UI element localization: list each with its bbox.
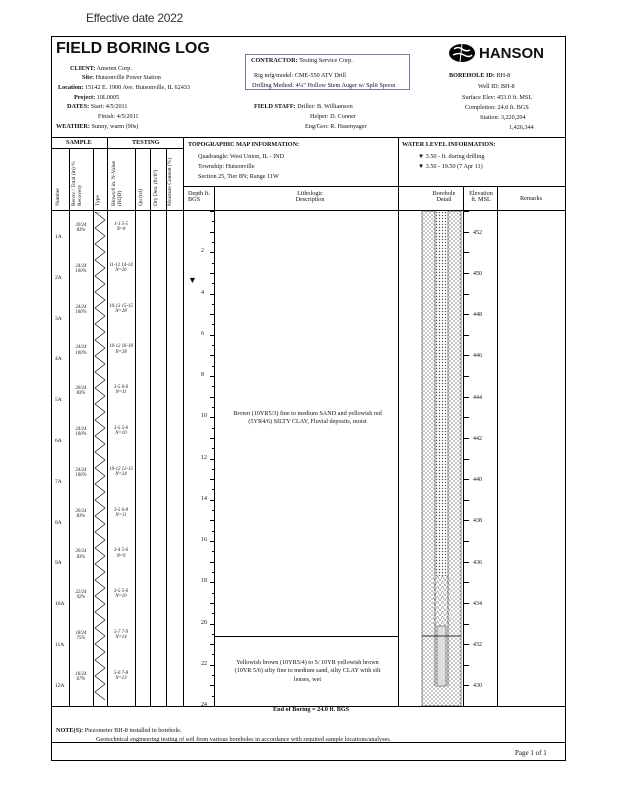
recovery-value: 16/24 bbox=[75, 671, 87, 677]
sample-number: 2A bbox=[55, 274, 62, 281]
recovery-percent: 83% bbox=[76, 554, 86, 560]
eng-row: Eng/Geo: R. Hasenyager bbox=[305, 123, 367, 130]
recovery-value: 24/24 bbox=[75, 263, 87, 269]
water-level-marker-icon: ▼ bbox=[188, 275, 197, 285]
sample-blows bbox=[109, 304, 133, 315]
col-line-type bbox=[107, 137, 108, 706]
sample-recovery bbox=[70, 264, 92, 275]
col-line-qu bbox=[150, 148, 151, 706]
section-row: Section 25, Tier 8N; Range 11W bbox=[198, 173, 279, 180]
sample-recovery bbox=[70, 549, 92, 560]
depth-tick bbox=[212, 696, 215, 697]
sample-recovery bbox=[70, 427, 92, 438]
blow-counts: 1-3 5-5 bbox=[114, 222, 128, 227]
helper-row: Helper: D. Conner bbox=[310, 113, 356, 120]
elevation-tick bbox=[464, 541, 469, 542]
col-header-dry: Dry Den. (lb/ft³) bbox=[153, 169, 159, 206]
testing-header: TESTING bbox=[132, 139, 160, 146]
sample-blows bbox=[109, 344, 133, 355]
notes-row-1: NOTE(S): Piezometer BH-8 installed in borehole. bbox=[56, 727, 182, 734]
col-line-moisture bbox=[183, 137, 184, 706]
n-value: N=8 bbox=[116, 227, 126, 233]
sample-number: 6A bbox=[55, 438, 62, 444]
sample-number: 7A bbox=[55, 478, 62, 485]
n-value: N=9 bbox=[116, 553, 126, 559]
elevation-tick-label: 430 bbox=[473, 683, 482, 690]
sample-blows bbox=[109, 263, 133, 274]
recovery-percent: 100% bbox=[75, 269, 87, 275]
elevation-tick bbox=[464, 232, 469, 233]
sample-recovery bbox=[70, 386, 92, 397]
water-line-1: ▼ 3.50 - ft. during drilling bbox=[418, 153, 485, 160]
elevation-tick bbox=[464, 500, 469, 501]
elevation-tick bbox=[464, 438, 469, 439]
elevation-tick bbox=[464, 376, 469, 377]
col-line-elev bbox=[497, 186, 498, 706]
col-header-recov: Recov / Total (in) % Recovery bbox=[71, 161, 83, 206]
depth-tick-label: 22 bbox=[201, 660, 207, 667]
depth-tick bbox=[210, 644, 215, 645]
split-spoon-symbols bbox=[93, 212, 107, 706]
header-divider bbox=[51, 137, 566, 138]
site-row: Site: Hutsonville Power Station bbox=[82, 74, 161, 81]
sample-blows bbox=[109, 589, 133, 600]
blow-counts: 10-13 15-15 bbox=[109, 303, 133, 309]
elevation-tick-label: 450 bbox=[473, 270, 482, 277]
elevation-tick-label: 444 bbox=[473, 394, 482, 401]
elevation-tick bbox=[464, 520, 469, 521]
col-line-borehole bbox=[463, 186, 464, 706]
depth-tick bbox=[212, 654, 215, 655]
sample-number: 11A bbox=[55, 642, 65, 648]
water-line-2: ▼ 3.50 - 19.50 (7 Apr 11) bbox=[418, 163, 483, 170]
sample-recovery bbox=[70, 672, 92, 683]
elevation-tick bbox=[464, 417, 469, 418]
completion-row: Completion: 24.0 ft. BGS bbox=[465, 104, 529, 111]
sample-blows bbox=[109, 385, 133, 396]
elevation-tick-label: 452 bbox=[473, 229, 482, 236]
col-header-remarks: Remarks bbox=[520, 195, 542, 202]
elevation-tick bbox=[464, 459, 469, 460]
blow-counts: 3-5 6-8 bbox=[114, 507, 128, 513]
well-id-row: Well ID: BH-8 bbox=[478, 83, 515, 90]
elevation-tick-label: 446 bbox=[473, 353, 482, 360]
sample-number: 8A bbox=[55, 519, 62, 526]
sample-blows bbox=[109, 548, 133, 559]
method-row: Drilling Method: 4¼" Hollow Stem Auger w/ Split Spoon bbox=[252, 82, 396, 89]
elevation-tick-label: 442 bbox=[473, 435, 482, 442]
lith-unit-1-description: Brown (10YR5/3) fine to medium SAND and yellowish red (5YR4/6) SILTY CLAY, Fluvial deposits, moist bbox=[233, 410, 382, 426]
depth-tick bbox=[210, 665, 215, 666]
n-value: N=10 bbox=[115, 431, 127, 437]
sample-blows bbox=[109, 222, 133, 233]
col-line-dry bbox=[166, 148, 167, 706]
blow-counts: 3-5 5-6 bbox=[114, 426, 128, 431]
weather-row: WEATHER: Sunny, warm (90s) bbox=[56, 123, 139, 130]
logo-text: HANSON bbox=[479, 44, 545, 62]
depth-tick bbox=[212, 675, 215, 676]
contractor-row: CONTRACTOR: Testing Service Corp. bbox=[251, 57, 353, 64]
field-staff-row: FIELD STAFF: Driller: B. Williamson bbox=[254, 103, 353, 110]
sample-blows bbox=[109, 426, 133, 437]
blow-counts: 10-12 12-15 bbox=[109, 466, 133, 472]
elevation-tick-label: 438 bbox=[473, 518, 482, 525]
depth-tick-label: 6 bbox=[201, 330, 204, 337]
col-header-borehole: Borehole Detail bbox=[432, 190, 456, 204]
elevation-tick bbox=[464, 211, 469, 212]
blow-counts: 5-6 7-8 bbox=[114, 670, 128, 676]
elevation-tick-label: 434 bbox=[473, 600, 482, 607]
sample-recovery bbox=[70, 345, 92, 356]
elevation-tick-label: 432 bbox=[473, 642, 482, 649]
client-row: CLIENT: Ameren Corp. bbox=[70, 65, 132, 72]
page-title: FIELD BORING LOG bbox=[56, 40, 210, 57]
n-value: N=11 bbox=[115, 390, 127, 396]
sample-header: SAMPLE bbox=[66, 139, 92, 146]
sample-number: 4A bbox=[55, 356, 62, 363]
sample-blows bbox=[109, 671, 133, 682]
elevation-tick bbox=[464, 706, 469, 707]
dates-row: DATES: Start: 4/5/2011 bbox=[67, 103, 128, 110]
topo-divider bbox=[183, 186, 566, 187]
blow-counts: 3-5 5-6 bbox=[114, 589, 128, 595]
recovery-percent: 83% bbox=[76, 513, 86, 519]
sample-recovery bbox=[70, 305, 92, 316]
recovery-percent: 100% bbox=[75, 473, 87, 479]
elevation-tick bbox=[464, 273, 469, 274]
recovery-value: 24/24 bbox=[75, 345, 87, 351]
col-line-lith bbox=[398, 137, 399, 706]
page-number: Page 1 of 1 bbox=[515, 749, 547, 757]
depth-tick-label: 20 bbox=[201, 619, 207, 626]
recovery-percent: 83% bbox=[76, 391, 86, 397]
notes-row-2: Geotechnical engineering testing of soil from various boreholes in accordance with required sample locations/analyses. bbox=[96, 736, 392, 743]
sample-number: 3A bbox=[55, 315, 62, 322]
depth-tick-label: 8 bbox=[201, 372, 204, 378]
township-row: Township: Hutsonville bbox=[198, 163, 255, 170]
elevation-tick bbox=[464, 479, 469, 480]
elevation-tick-label: 436 bbox=[473, 559, 482, 566]
depth-tick-label: 4 bbox=[201, 289, 204, 296]
borehole-detail-diagram bbox=[420, 211, 463, 706]
recovery-value: 18/24 bbox=[75, 631, 87, 636]
recovery-value: 24/24 bbox=[75, 467, 87, 473]
n-value: N=11 bbox=[115, 512, 127, 518]
sample-recovery bbox=[70, 468, 92, 479]
sample-blows bbox=[109, 508, 133, 519]
elevation-tick bbox=[464, 314, 469, 315]
depth-tick-label: 12 bbox=[201, 454, 207, 461]
blow-counts: 3-4 5-6 bbox=[114, 548, 128, 554]
elevation-tick bbox=[464, 665, 469, 666]
col-header-number: Number bbox=[55, 187, 61, 206]
borehole-id-row: BOREHOLE ID: BH-8 bbox=[449, 72, 511, 79]
recovery-percent: 92% bbox=[76, 595, 86, 601]
sample-number: 12A bbox=[55, 682, 65, 689]
recovery-percent: 100% bbox=[75, 309, 87, 315]
col-header-moisture: Moisture Content (%) bbox=[167, 157, 173, 206]
elevation-tick bbox=[464, 335, 469, 336]
lith-unit-2-description: Yellowish brown (10YR5/4) to 5/ 10YR yellowish brown (10YR 5/6) silty fine to medium sand, silty CLAY with silt lenses, wet bbox=[234, 659, 381, 683]
elevation-tick bbox=[464, 562, 469, 563]
sample-number: 5A bbox=[55, 397, 62, 404]
effective-date-stamp: Effective date 2022 bbox=[86, 11, 183, 25]
sample-recovery bbox=[70, 509, 92, 520]
sample-recovery bbox=[70, 590, 92, 601]
elevation-tick bbox=[464, 582, 469, 583]
location-row: Location: 15142 E. 1900 Ave. Hutsonville, IL 62433 bbox=[58, 84, 190, 91]
elevation-tick bbox=[464, 355, 469, 356]
recovery-value: 24/24 bbox=[75, 427, 87, 432]
col-header-elevation: Elevation ft. MSL bbox=[469, 190, 493, 204]
elevation-tick bbox=[464, 685, 469, 686]
project-row: Project: 10L0005 bbox=[74, 94, 120, 101]
col-header-type: Type bbox=[95, 195, 101, 206]
elevation-tick-label: 440 bbox=[473, 477, 482, 484]
recovery-value: 24/24 bbox=[75, 304, 87, 310]
depth-tick-label: 16 bbox=[201, 537, 207, 543]
topo-title: TOPOGRAPHIC MAP INFORMATION: bbox=[188, 141, 300, 148]
col-header-depth: Depth ft. BGS bbox=[188, 190, 210, 204]
elevation-tick bbox=[464, 603, 469, 604]
col-header-qu: Qu (tsf) bbox=[138, 188, 144, 206]
depth-tick-label: 14 bbox=[201, 495, 207, 502]
blow-counts: 5-7 7-9 bbox=[114, 630, 128, 635]
depth-tick-label: 10 bbox=[201, 413, 207, 420]
blow-counts: 3-5 6-6 bbox=[114, 385, 128, 391]
sample-blows bbox=[109, 467, 133, 478]
col-header-blows: Blows/6 in. N-Value (RQD) bbox=[111, 160, 123, 206]
sample-recovery bbox=[70, 631, 92, 642]
recovery-percent: 100% bbox=[75, 350, 87, 356]
depth-tick bbox=[210, 685, 215, 686]
elevation-tick bbox=[464, 397, 469, 398]
recovery-value: 20/24 bbox=[75, 386, 87, 392]
blow-counts: 10-12 16-18 bbox=[109, 344, 133, 350]
surface-elev-row: Surface Elev: 453.0 ft. MSL bbox=[462, 94, 533, 101]
n-value: N=26 bbox=[115, 268, 127, 274]
elevation-tick bbox=[464, 644, 469, 645]
recovery-percent: 75% bbox=[76, 636, 86, 642]
sample-number: 10A bbox=[55, 601, 65, 608]
company-logo bbox=[448, 42, 544, 64]
recovery-value: 20/24 bbox=[75, 549, 87, 555]
col-line-blows bbox=[135, 148, 136, 706]
recovery-percent: 67% bbox=[76, 677, 86, 683]
n-value: N=13 bbox=[115, 676, 127, 682]
col-header-lith: Lithologic Description bbox=[295, 190, 325, 204]
station-row: Station: 3,220,204 bbox=[480, 114, 526, 121]
sample-blows bbox=[109, 630, 133, 641]
recovery-value: 20/24 bbox=[75, 223, 87, 228]
recovery-percent: 83% bbox=[76, 228, 86, 234]
depth-tick-label: 2 bbox=[201, 248, 204, 255]
n-value: N=10 bbox=[115, 594, 127, 600]
sample-recovery bbox=[70, 223, 92, 234]
n-value: N=28 bbox=[115, 308, 127, 314]
elevation-tick-label: 448 bbox=[473, 312, 482, 319]
finish-row: Finish: 4/5/2011 bbox=[98, 113, 139, 120]
blow-counts: 11-12 14-14 bbox=[109, 262, 133, 268]
depth-tick bbox=[210, 706, 215, 707]
depth-tick-label: 24 bbox=[201, 702, 207, 708]
n-value: N=28 bbox=[115, 349, 127, 355]
recovery-percent: 100% bbox=[75, 432, 87, 438]
elevation-tick bbox=[464, 252, 469, 253]
station-row-2: 1,426,344 bbox=[509, 124, 534, 131]
elevation-tick bbox=[464, 294, 469, 295]
depth-tick-label: 18 bbox=[201, 578, 207, 585]
sample-number: 1A bbox=[55, 234, 62, 240]
end-of-boring: End of Boring = 24.0 ft. BGS bbox=[273, 706, 350, 713]
n-value: N=14 bbox=[115, 635, 127, 641]
elevation-tick bbox=[464, 624, 469, 625]
water-title: WATER LEVEL INFORMATION: bbox=[402, 141, 496, 148]
n-value: N=24 bbox=[115, 472, 127, 478]
sample-header-divider bbox=[51, 148, 183, 149]
globe-icon bbox=[448, 42, 476, 64]
rig-row: Rig mfg/model: CME-550 ATV Drill bbox=[254, 72, 347, 79]
recovery-value: 20/24 bbox=[75, 508, 87, 514]
recovery-value: 22/24 bbox=[75, 590, 87, 596]
sample-number: 9A bbox=[55, 560, 62, 567]
quadrangle-row: Quadrangle: West Union, IL - IND bbox=[198, 153, 285, 160]
